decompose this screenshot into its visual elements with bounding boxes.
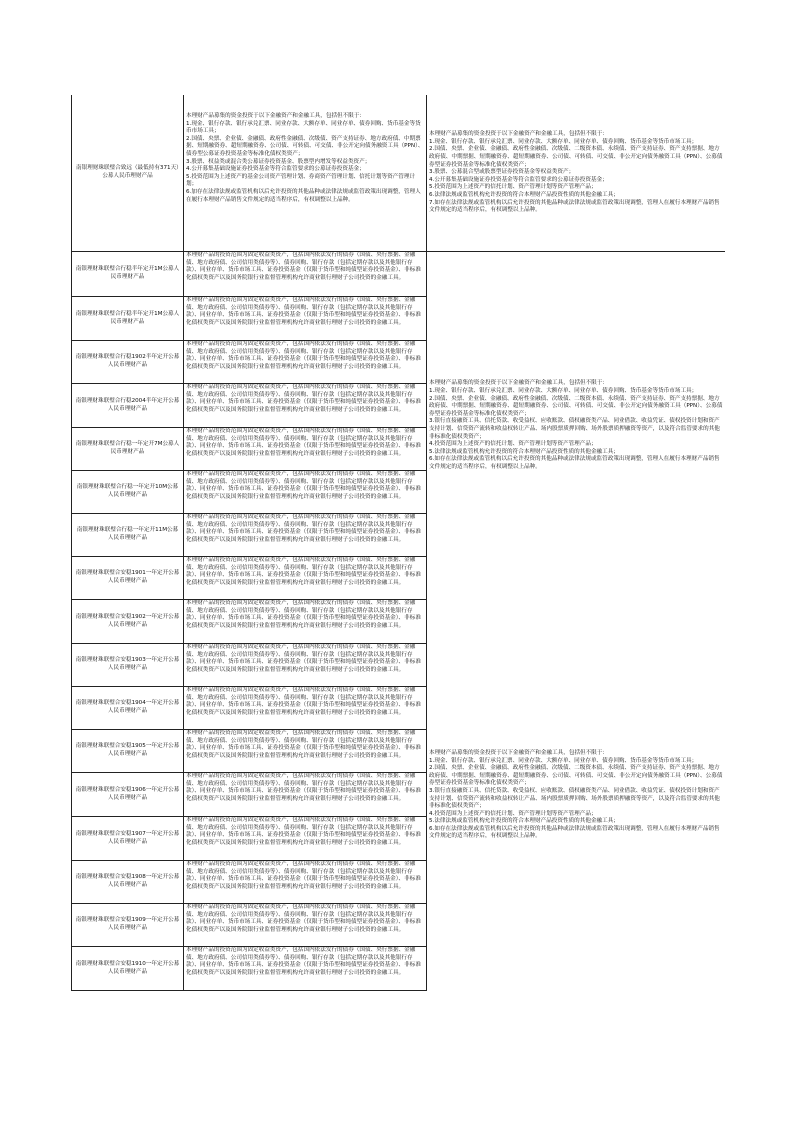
investment-scope-cell: 本理财产品的投资范围为固定收益类资产，包括国内依法发行的债券（国债、央行票据、金融债、地方政府债、公司信用类债券等）、债券回购、银行存款（包括定期存款以及其他银行存款）、同业存单、货币市场工具、证券投资基金（仅限于货币型和纯债型证券投资基金）、非标准化债权类资产以及国务院银行业监督管理机构允许商业银行理财子公司投资的金融工具。 bbox=[183, 904, 426, 947]
investment-scope-cell: 本理财产品的投资范围为固定收益类资产，包括国内依法发行的债券（国债、央行票据、金融债、地方政府债、公司信用类债券等）、债券回购、银行存款（包括定期存款以及其他银行存款）、同业存单、货币市场工具、证券投资基金（仅限于货币型和纯债型证券投资基金）、非标准化债权类资产以及国务院银行业监督管理机构允许商业银行理财子公司投资的金融工具。 bbox=[183, 644, 426, 687]
product-name-cell: 南银理财珠联璧合行稳半年定开1M公募人民币理财产品 bbox=[71, 297, 183, 341]
product-name-cell: 南银理财珠联璧合安稳1901一年定开公募人民币理财产品 bbox=[71, 557, 183, 600]
product-name-cell: 南银理财珠联璧合安稳1904一年定开公募人民币理财产品 bbox=[71, 687, 183, 730]
right-notes-cell bbox=[426, 252, 725, 600]
investment-scope-cell: 本理财产品的投资范围为固定收益类资产，包括国内依法发行的债券（国债、央行票据、金融债、地方政府债、公司信用类债券等）、债券回购、银行存款（包括定期存款以及其他银行存款）、同业存单、货币市场工具、证券投资基金（仅限于货币型和纯债型证券投资基金）、非标准化债权类资产以及国务院银行业监督管理机构允许商业银行理财子公司投资的金融工具。 bbox=[183, 252, 426, 297]
investment-scope-cell: 本理财产品的投资范围为固定收益类资产，包括国内依法发行的债券（国债、央行票据、金融债、地方政府债、公司信用类债券等）、债券回购、银行存款（包括定期存款以及其他银行存款）、同业存单、货币市场工具、证券投资基金（仅限于货币型和纯债型证券投资基金）、非标准化债权类资产以及国务院银行业监督管理机构允许商业银行理财子公司投资的金融工具。 bbox=[183, 687, 426, 730]
product-name-cell: 南银理财珠联璧合行稳一年定开7M公募人民币理财产品 bbox=[71, 428, 183, 471]
right-notes-text: 本理财产品募集的资金投资于以下金融资产和金融工具，包括但不限于： 1.现金、银行存款、银行承兑汇票、同业存款、大额存单、同业存单、债券回购、货币基金等货币市场工具； 2.国债、央票、企业债、金融债、政府性金融债、次级债、二级资本债、永续债、资产支持证券、资产支持票据、地方政府债、中期票据、短期融资券、超短期融资券、公司债、可转债、可交债、非公开定向债务融资工具（PPN）、公募债券型证券投资基金等标准化债权类资产； 3.银行直接融资工具、信托贷款、收受益权、应收账款、债权融资类产品、同业借款、收益凭证、债权投资计划和资产支持计划、信贷资产流转和收益权转让产品、场内股票质押回购、场外股票质押融资等资产，以及符合监管要求的其他非标准化债权类资产； 4.投资范围为上述资产的信托计划、资产管理计划等资产管理产品； 5.法律法规或监管机构允许投资的符合本理财产品投资性质的其他金融工具； 6.如存在法律法规或监管机构以后允许投资的其他品种或法律法规或监管政策出现调整，管理人在履行本理财产品销售文件规定的适当程序后，有权调整以上品种。 bbox=[429, 749, 723, 840]
product-name-cell: 南银理财珠联璧合安稳1910一年定开公募人民币理财产品 bbox=[71, 947, 183, 991]
investment-scope-cell: 本理财产品的投资范围为固定收益类资产，包括国内依法发行的债券（国债、央行票据、金融债、地方政府债、公司信用类债券等）、债券回购、银行存款（包括定期存款以及其他银行存款）、同业存单、货币市场工具、证券投资基金（仅限于货币型和纯债型证券投资基金）、非标准化债权类资产以及国务院银行业监督管理机构允许商业银行理财子公司投资的金融工具。 bbox=[183, 817, 426, 861]
investment-scope-cell: 本理财产品的投资范围为固定收益类资产，包括国内依法发行的债券（国债、央行票据、金融债、地方政府债、公司信用类债券等）、债券回购、银行存款（包括定期存款以及其他银行存款）、同业存单、货币市场工具、证券投资基金（仅限于货币型和纯债型证券投资基金）、非标准化债权类资产以及国务院银行业监督管理机构允许商业银行理财子公司投资的金融工具。 bbox=[183, 384, 426, 428]
investment-scope-cell: 本理财产品的投资范围为固定收益类资产，包括国内依法发行的债券（国债、央行票据、金融债、地方政府债、公司信用类债券等）、债券回购、银行存款（包括定期存款以及其他银行存款）、同业存单、货币市场工具、证券投资基金（仅限于货币型和纯债型证券投资基金）、非标准化债权类资产以及国务院银行业监督管理机构允许商业银行理财子公司投资的金融工具。 bbox=[183, 297, 426, 341]
product-name-cell: 南银理财珠联璧合行稳一年定开10M公募人民币理财产品 bbox=[71, 471, 183, 514]
product-name-cell: 南银理财珠联璧合行稳一年定开11M公募人民币理财产品 bbox=[71, 514, 183, 557]
right-notes-text: 本理财产品募集的资金投资于以下金融资产和金融工具，包括但不限于： 1.现金、银行存款、银行承兑汇票、同业存款、大额存单、同业存单、债券回购、货币基金等货币市场工具； 2.国债、央票、企业债、金融债、政府性金融债、次级债、二级资本债、永续债、资产支持证券、资产支持票据、地方政府债、中期票据、短期融资券、超短期融资券、公司债、可转债、可交债、非公开定向债务融资工具（PPN）、公募债券型证券投资基金等标准化债权类资产； 3.股票、公募混合型或股票型证券投资基金等权益类资产； 4.公开募集基础设施证券投资基金等符合监管要求的公募证券投资基金； 5.投资范围为上述资产的信托计划、资产管理计划等资产管理产品； 6.法律法规或监管机构允许投资的符合本理财产品投资性质的其他金融工具； 7.如存在法律法规或监管机构以后允许投资的其他品种或法律法规或监管政策出现调整，管理人在履行本理财产品销售文件规定的适当程序后，有权调整以上品种。 bbox=[429, 131, 723, 214]
product-name-cell: 南银理财珠联璧合安稳1909一年定开公募人民币理财产品 bbox=[71, 904, 183, 947]
investment-scope-cell: 本理财产品的投资范围为固定收益类资产，包括国内依法发行的债券（国债、央行票据、金融债、地方政府债、公司信用类债券等）、债券回购、银行存款（包括定期存款以及其他银行存款）、同业存单、货币市场工具、证券投资基金（仅限于货币型和纯债型证券投资基金）、非标准化债权类资产以及国务院银行业监督管理机构允许商业银行理财子公司投资的金融工具。 bbox=[183, 773, 426, 817]
investment-scope-cell: 本理财产品的投资范围为固定收益类资产，包括国内依法发行的债券（国债、央行票据、金融债、地方政府债、公司信用类债券等）、债券回购、银行存款（包括定期存款以及其他银行存款）、同业存单、货币市场工具、证券投资基金（仅限于货币型和纯债型证券投资基金）、非标准化债权类资产以及国务院银行业监督管理机构允许商业银行理财子公司投资的金融工具。 bbox=[183, 861, 426, 904]
investment-scope-cell: 本理财产品的投资范围为固定收益类资产，包括国内依法发行的债券（国债、央行票据、金融债、地方政府债、公司信用类债券等）、债券回购、银行存款（包括定期存款以及其他银行存款）、同业存单、货币市场工具、证券投资基金（仅限于货币型和纯债型证券投资基金）、非标准化债权类资产以及国务院银行业监督管理机构允许商业银行理财子公司投资的金融工具。 bbox=[183, 514, 426, 557]
right-notes-cell bbox=[426, 95, 725, 252]
product-name-cell: 南银理财珠联璧合安稳1905一年定开公募人民币理财产品 bbox=[71, 730, 183, 773]
investment-scope-cell: 本理财产品募集的资金投资于以下金融资产和金融工具，包括但不限于： 1.现金、银行存款、银行承兑汇票、同业存款、大额存单、同业存单、债券回购、货币基金等货币市场工具； 2.国债、央票、企业债、金融债、政府性金融债、次级债、资产支持证券、地方政府债、中期票据、短期融资券、超短期融资券、公司债、可转债、可交债、非公开定向债务融资工具（PPN）、债券型公募证券投资基金等标准化债权类资产； 3.股票、权益类或混合类公募证券投资基金、股票型内增发等权益类资产； 4.公开募集基础设施证券投资基金等符合监管要求的公募证券投资基金； 5.投资范围为上述资产的基金公司资产管理计划、券商资产管理计划、信托计划等资产管理计划； 6.加存在法律法规或监管机构以后允许投资的其他品种或法律法规或监管政策出现调整，管理人在履行本理财产品销售文件规定的适当程序后，有权调整以上品种。 bbox=[183, 95, 426, 252]
product-name-cell: 南银理财珠联璧合安稳1907一年定开公募人民币理财产品 bbox=[71, 817, 183, 861]
product-name-cell: 南银理财珠联璧合安稳1906一年定开公募人民币理财产品 bbox=[71, 773, 183, 817]
right-notes-cell bbox=[426, 600, 725, 991]
investment-scope-cell: 本理财产品的投资范围为固定收益类资产，包括国内依法发行的债券（国债、央行票据、金融债、地方政府债、公司信用类债券等）、债券回购、银行存款（包括定期存款以及其他银行存款）、同业存单、货币市场工具、证券投资基金（仅限于货币型和纯债型证券投资基金）、非标准化债权类资产以及国务院银行业监督管理机构允许商业银行理财子公司投资的金融工具。 bbox=[183, 730, 426, 773]
investment-scope-cell: 本理财产品的投资范围为固定收益类资产，包括国内依法发行的债券（国债、央行票据、金融债、地方政府债、公司信用类债券等）、债券回购、银行存款（包括定期存款以及其他银行存款）、同业存单、货币市场工具、证券投资基金（仅限于货币型和纯债型证券投资基金）、非标准化债权类资产以及国务院银行业监督管理机构允许商业银行理财子公司投资的金融工具。 bbox=[183, 428, 426, 471]
investment-scope-cell: 本理财产品的投资范围为固定收益类资产，包括国内依法发行的债券（国债、央行票据、金融债、地方政府债、公司信用类债券等）、债券回购、银行存款（包括定期存款以及其他银行存款）、同业存单、货币市场工具、证券投资基金（仅限于货币型和纯债型证券投资基金）、非标准化债权类资产以及国务院银行业监督管理机构允许商业银行理财子公司投资的金融工具。 bbox=[183, 557, 426, 600]
product-name-cell: 南银理财珠联璧合安稳1903一年定开公募人民币理财产品 bbox=[71, 644, 183, 687]
product-name-cell: 南银理财珠联璧合行稳半年定开1M公募人民币理财产品 bbox=[71, 252, 183, 297]
right-notes-text: 本理财产品募集的资金投资于以下金融资产和金融工具，包括但不限于： 1.现金、银行存款、银行承兑汇票、同业存款、大额存单、同业存单、债券回购、货币基金等货币市场工具； 2.国债、央票、企业债、金融债、政府性金融债、次级债、二级资本债、永续债、资产支持证券、资产支持票据、地方政府债、中期票据、短期融资券、超短期融资券、公司债、可转债、可交债、非公开定向债务融资工具（PPN）、公募债券型证券投资基金等标准化债权类资产； 3.银行直接融资工具、信托贷款、收受益权、应收账款、债权融资类产品、同业借款、收益凭证、债权投资计划和资产支持计划、信贷资产流转和收益权转让产品、场内股票质押回购、场外股票质押融资等资产，以及符合监管要求的其他非标准化债权类资产； 4.投资范围为上述资产的信托计划、资产管理计划等资产管理产品； 5.法律法规或监管机构允许投资的符合本理财产品投资性质的其他金融工具； 6.如存在法律法规或监管机构以后允许投资的其他品种或法律法规或监管政策出现调整，管理人在履行本理财产品销售文件规定的适当程序后，有权调整以上品种。 bbox=[429, 380, 723, 470]
product-name-cell: 南银理财珠联璧合行稳2004半年定开公募人民币理财产品 bbox=[71, 384, 183, 428]
product-name-cell: 南银理财珠联璧合安稳1902一年定开公募人民币理财产品 bbox=[71, 600, 183, 644]
product-name-cell: 南银理财珠联璧合致远（最低持有371天）公募人民币理财产品 bbox=[71, 95, 183, 252]
investment-scope-cell: 本理财产品的投资范围为固定收益类资产，包括国内依法发行的债券（国债、央行票据、金融债、地方政府债、公司信用类债券等）、债券回购、银行存款（包括定期存款以及其他银行存款）、同业存单、货币市场工具、证券投资基金（仅限于货币型和纯债型证券投资基金）、非标准化债权类资产以及国务院银行业监督管理机构允许商业银行理财子公司投资的金融工具。 bbox=[183, 341, 426, 384]
investment-scope-cell: 本理财产品的投资范围为固定收益类资产，包括国内依法发行的债券（国债、央行票据、金融债、地方政府债、公司信用类债券等）、债券回购、银行存款（包括定期存款以及其他银行存款）、同业存单、货币市场工具、证券投资基金（仅限于货币型和纯债型证券投资基金）、非标准化债权类资产以及国务院银行业监督管理机构允许商业银行理财子公司投资的金融工具。 bbox=[183, 947, 426, 991]
product-name-cell: 南银理财珠联璧合行稳1902半年定开公募人民币理财产品 bbox=[71, 341, 183, 384]
investment-scope-cell: 本理财产品的投资范围为固定收益类资产，包括国内依法发行的债券（国债、央行票据、金融债、地方政府债、公司信用类债券等）、债券回购、银行存款（包括定期存款以及其他银行存款）、同业存单、货币市场工具、证券投资基金（仅限于货币型和纯债型证券投资基金）、非标准化债权类资产以及国务院银行业监督管理机构允许商业银行理财子公司投资的金融工具。 bbox=[183, 471, 426, 514]
product-name-cell: 南银理财珠联璧合安稳1908一年定开公募人民币理财产品 bbox=[71, 861, 183, 904]
investment-scope-cell: 本理财产品的投资范围为固定收益类资产，包括国内依法发行的债券（国债、央行票据、金融债、地方政府债、公司信用类债券等）、债券回购、银行存款（包括定期存款以及其他银行存款）、同业存单、货币市场工具、证券投资基金（仅限于货币型和纯债型证券投资基金）、非标准化债权类资产以及国务院银行业监督管理机构允许商业银行理财子公司投资的金融工具。 bbox=[183, 600, 426, 644]
